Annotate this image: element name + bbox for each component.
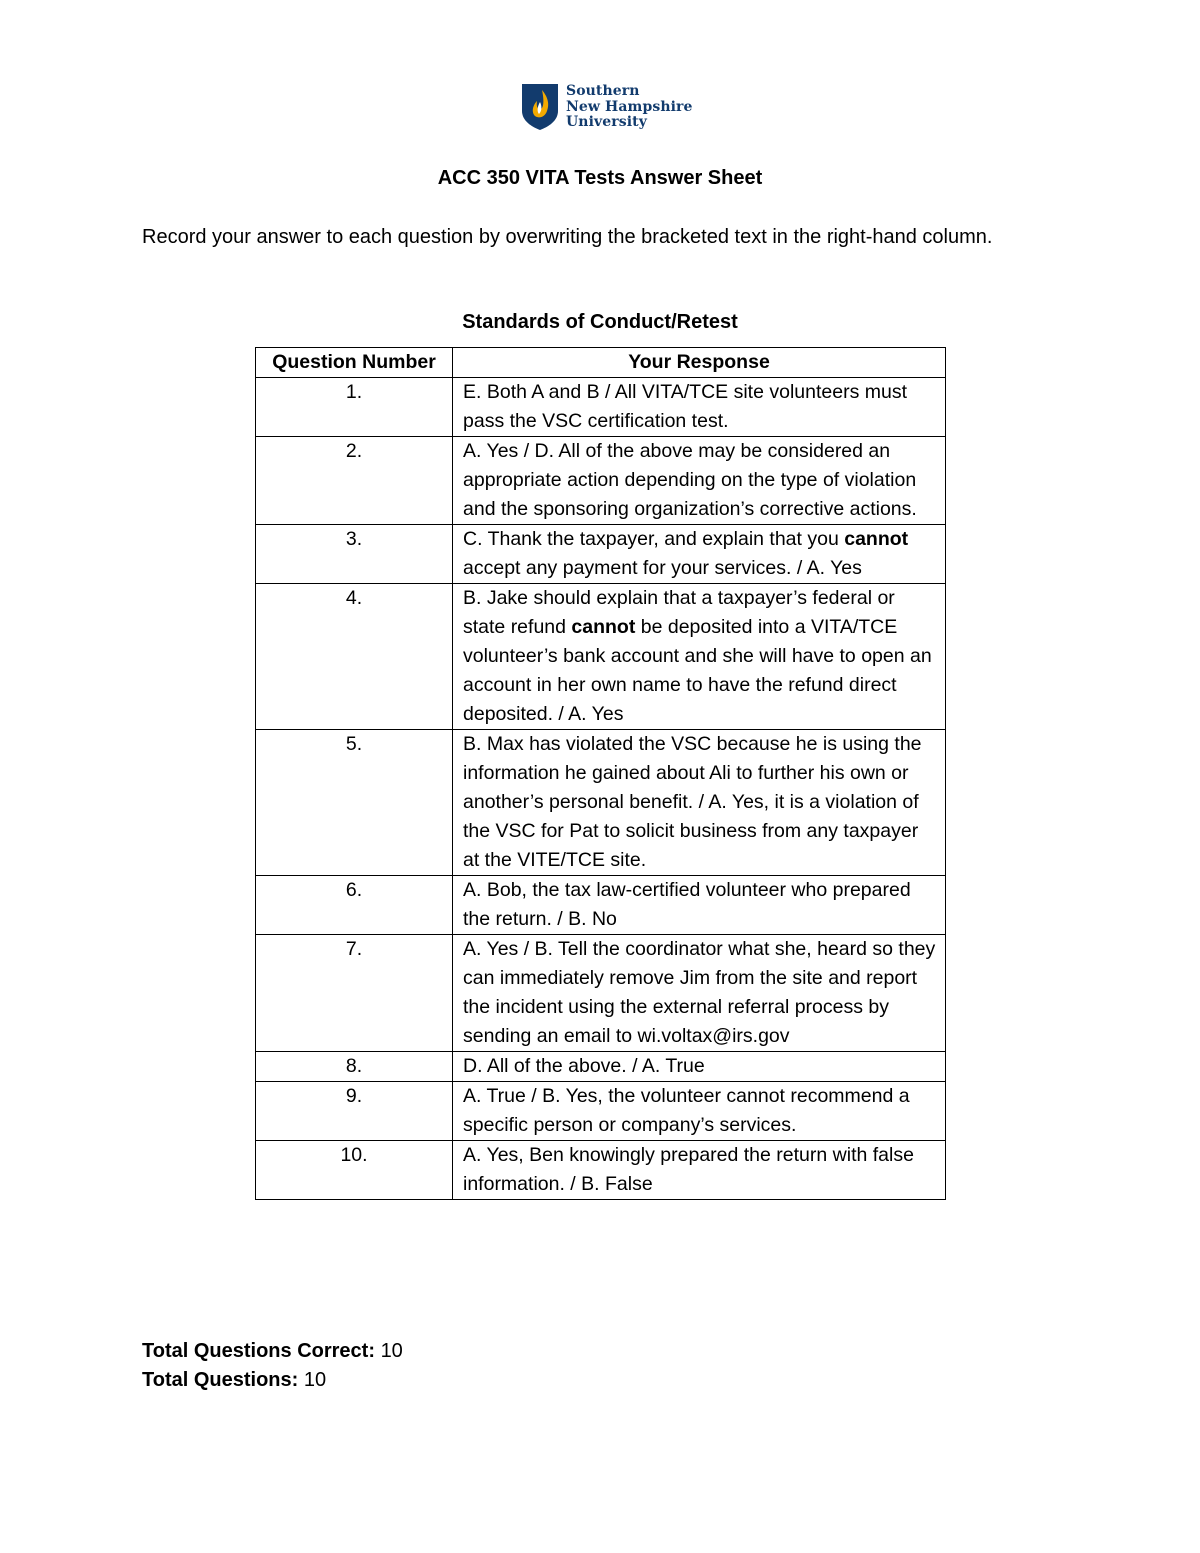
- response-cell[interactable]: [453, 935, 946, 1052]
- table-row: [256, 437, 946, 525]
- question-number-cell: 9.: [256, 1082, 453, 1141]
- table-body: [256, 378, 946, 1200]
- table-row: [256, 1052, 946, 1082]
- question-number-cell: 1.: [256, 378, 453, 437]
- table-row: [256, 1141, 946, 1200]
- logo-line-3: University: [566, 114, 647, 130]
- response-text: A. Yes / D. All of the above may be considered an appropriate action depending on the type of violation and the sponsoring organization’s corrective actions.: [463, 440, 917, 520]
- question-number-cell: 8.: [256, 1052, 453, 1082]
- question-number-cell: 4.: [256, 584, 453, 730]
- table-row: [256, 525, 946, 584]
- logo-wordmark: [566, 84, 693, 131]
- header-your-response: Your Response: [453, 348, 946, 378]
- question-number-cell: 7.: [256, 935, 453, 1052]
- table-row: [256, 1082, 946, 1141]
- response-emphasis: cannot: [571, 616, 636, 638]
- response-cell[interactable]: [453, 876, 946, 935]
- response-emphasis: cannot: [844, 528, 909, 550]
- total-questions-label: Total Questions:: [142, 1369, 299, 1391]
- shield-flame-icon: [521, 83, 559, 131]
- university-logo: [521, 83, 693, 131]
- response-text: A. Yes, Ben knowingly prepared the return with false information. / B. False: [463, 1144, 914, 1195]
- table-row: [256, 876, 946, 935]
- total-correct-label: Total Questions Correct:: [142, 1340, 375, 1362]
- response-text: B. Jake should explain that a taxpayer’s federal or state refund: [463, 587, 895, 638]
- response-cell[interactable]: [453, 584, 946, 730]
- header-question-number: Question Number: [256, 348, 453, 378]
- table-row: [256, 935, 946, 1052]
- totals-block: [142, 1337, 403, 1395]
- response-cell[interactable]: [453, 1141, 946, 1200]
- instructions-text: Record your answer to each question by overwriting the bracketed text in the right-hand column.: [142, 226, 993, 248]
- table-header-row: [256, 348, 946, 378]
- logo-line-2: New Hampshire: [566, 98, 693, 115]
- total-questions-line: [142, 1366, 403, 1395]
- total-correct-line: [142, 1337, 403, 1366]
- response-cell[interactable]: [453, 525, 946, 584]
- response-text: A. Bob, the tax law-certified volunteer who prepared the return. / B. No: [463, 879, 911, 930]
- question-number-cell: 6.: [256, 876, 453, 935]
- answers-table: [255, 347, 946, 1200]
- question-number-cell: 5.: [256, 730, 453, 876]
- total-correct-value: 10: [380, 1340, 403, 1362]
- response-cell[interactable]: [453, 378, 946, 437]
- response-cell[interactable]: [453, 1052, 946, 1082]
- logo-line-1: Southern: [566, 83, 640, 99]
- response-text: D. All of the above. / A. True: [463, 1055, 705, 1077]
- response-cell[interactable]: [453, 1082, 946, 1141]
- document-title: ACC 350 VITA Tests Answer Sheet: [437, 167, 763, 189]
- question-number-cell: 2.: [256, 437, 453, 525]
- question-number-cell: 3.: [256, 525, 453, 584]
- table-row: [256, 584, 946, 730]
- response-cell[interactable]: [453, 437, 946, 525]
- response-text: be deposited into a VITA/TCE volunteer’s bank account and she will have to open an account in her own name to have the refund direct deposited. / A. Yes: [463, 616, 932, 725]
- response-text: A. True / B. Yes, the volunteer cannot recommend a specific person or company’s services.: [463, 1085, 910, 1136]
- response-cell[interactable]: [453, 730, 946, 876]
- section-title: Standards of Conduct/Retest: [462, 311, 738, 333]
- response-text: B. Max has violated the VSC because he is using the information he gained about Ali to further his own or another’s personal benefit. / A. Yes, it is a violation of the VSC for Pat to solicit business from any taxpayer at the VITE/TCE site.: [463, 733, 922, 871]
- total-questions-value: 10: [303, 1369, 327, 1391]
- table-row: [256, 730, 946, 876]
- response-text: A. Yes / B. Tell the coordinator what she, heard so they can immediately remove Jim from the site and report the incident using the external referral process by sending an email to wi.voltax@irs.gov: [463, 938, 936, 1047]
- question-number-cell: 10.: [256, 1141, 453, 1200]
- table-row: [256, 378, 946, 437]
- response-text: E. Both A and B / All VITA/TCE site volunteers must pass the VSC certification test.: [463, 381, 908, 432]
- response-text: C. Thank the taxpayer, and explain that you: [463, 528, 845, 550]
- response-text: accept any payment for your services. / A. Yes: [463, 557, 862, 579]
